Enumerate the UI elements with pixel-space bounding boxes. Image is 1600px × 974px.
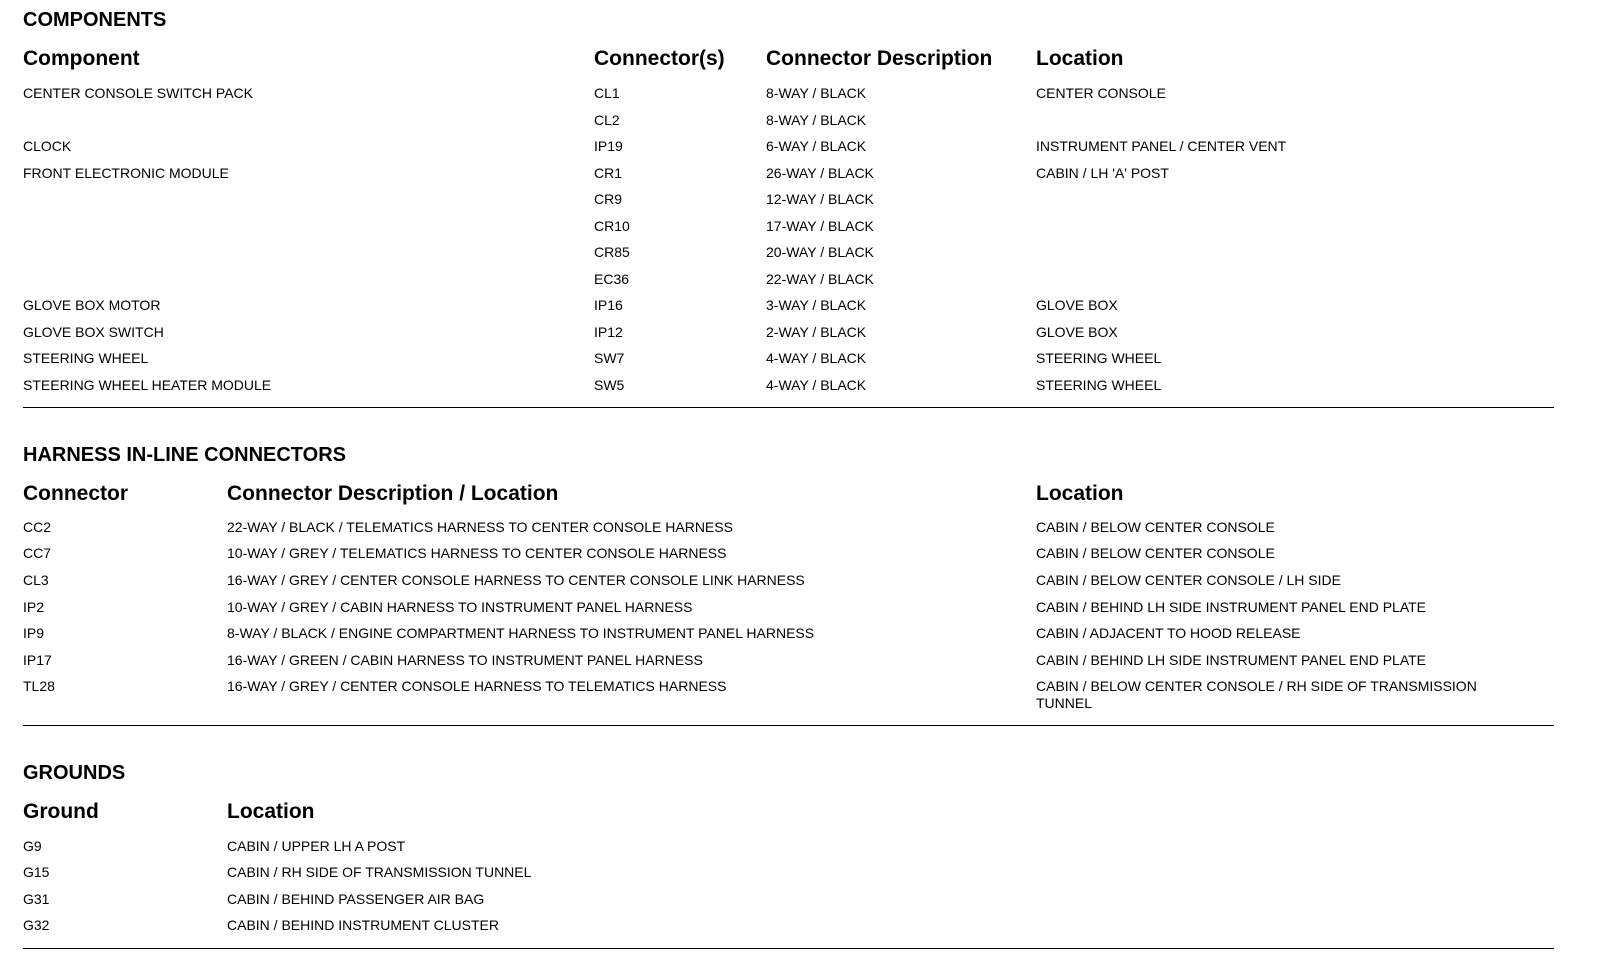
connector-id: CC2 [23,519,52,535]
component-name: GLOVE BOX MOTOR [23,297,161,313]
connector-location: CABIN / ADJACENT TO HOOD RELEASE [1036,625,1301,641]
connector-description: 2-WAY / BLACK [766,324,867,340]
connector-id: TL28 [23,678,55,694]
connector-description: 10-WAY / GREY / TELEMATICS HARNESS TO CENTER CONSOLE HARNESS [227,545,727,561]
section-divider [23,948,1554,949]
section-divider [23,407,1554,408]
ground-location: CABIN / UPPER LH A POST [227,838,406,854]
connector-id: SW5 [594,377,625,393]
connector-description: 16-WAY / GREEN / CABIN HARNESS TO INSTRUMENT PANEL HARNESS [227,652,703,668]
component-name: GLOVE BOX SWITCH [23,324,164,340]
connector-id: IP17 [23,652,52,668]
ground-location: CABIN / BEHIND PASSENGER AIR BAG [227,891,485,907]
connector-id: IP12 [594,324,623,340]
connector-description: 8-WAY / BLACK / ENGINE COMPARTMENT HARNESS TO INSTRUMENT PANEL HARNESS [227,625,815,641]
components-header-description: Connector Description [766,47,993,70]
connector-id: CC7 [23,545,52,561]
connector-id: CR10 [594,218,630,234]
component-location: STEERING WHEEL [1036,377,1162,393]
connector-id: CL1 [594,85,620,101]
connector-description: 22-WAY / BLACK / TELEMATICS HARNESS TO CENTER CONSOLE HARNESS [227,519,733,535]
harness-header-connector: Connector [23,482,128,505]
connector-description: 16-WAY / GREY / CENTER CONSOLE HARNESS TO TELEMATICS HARNESS [227,678,727,694]
connector-description: 10-WAY / GREY / CABIN HARNESS TO INSTRUMENT PANEL HARNESS [227,599,693,615]
connector-description: 8-WAY / BLACK [766,112,867,128]
connector-id: IP16 [594,297,623,313]
connector-id: CR9 [594,191,623,207]
component-location: CABIN / LH 'A' POST [1036,165,1169,181]
section-divider [23,725,1554,726]
connector-id: CR1 [594,165,623,181]
connector-id: IP9 [23,625,45,641]
connector-description: 8-WAY / BLACK [766,85,867,101]
connector-id: CL3 [23,572,49,588]
connector-description: 16-WAY / GREY / CENTER CONSOLE HARNESS TO CENTER CONSOLE LINK HARNESS [227,572,805,588]
connector-location: CABIN / BEHIND LH SIDE INSTRUMENT PANEL END PLATE [1036,652,1427,668]
connector-location: CABIN / BELOW CENTER CONSOLE [1036,519,1275,535]
components-header-connectors: Connector(s) [594,47,725,70]
harness-header-description: Connector Description / Location [227,482,559,505]
harness-section-title: HARNESS IN-LINE CONNECTORS [23,444,346,466]
connector-description: 22-WAY / BLACK [766,271,874,287]
component-location: CENTER CONSOLE [1036,85,1166,101]
connector-id: CL2 [594,112,620,128]
connector-description: 17-WAY / BLACK [766,218,874,234]
ground-id: G15 [23,864,50,880]
component-name: CLOCK [23,138,72,154]
connector-description: 20-WAY / BLACK [766,244,874,260]
component-location: STEERING WHEEL [1036,350,1162,366]
grounds-header-ground: Ground [23,800,99,823]
grounds-header-location: Location [227,800,315,823]
harness-header-location: Location [1036,482,1124,505]
component-name: CENTER CONSOLE SWITCH PACK [23,85,253,101]
connector-location: CABIN / BELOW CENTER CONSOLE / RH SIDE OF TRANSMISSION TUNNEL [1036,678,1477,711]
ground-id: G9 [23,838,42,854]
connector-id: IP19 [594,138,623,154]
grounds-section-title: GROUNDS [23,762,126,784]
connector-description: 4-WAY / BLACK [766,377,867,393]
connector-description: 12-WAY / BLACK [766,191,874,207]
ground-id: G32 [23,917,50,933]
connector-description: 3-WAY / BLACK [766,297,867,313]
component-name: STEERING WHEEL [23,350,149,366]
connector-id: CR85 [594,244,630,260]
components-header-component: Component [23,47,140,70]
ground-location: CABIN / BEHIND INSTRUMENT CLUSTER [227,917,499,933]
connector-id: IP2 [23,599,45,615]
ground-location: CABIN / RH SIDE OF TRANSMISSION TUNNEL [227,864,532,880]
connector-description: 26-WAY / BLACK [766,165,874,181]
component-location: INSTRUMENT PANEL / CENTER VENT [1036,138,1287,154]
components-header-location: Location [1036,47,1124,70]
connector-location: CABIN / BELOW CENTER CONSOLE / LH SIDE [1036,572,1341,588]
ground-id: G31 [23,891,50,907]
connector-description: 4-WAY / BLACK [766,350,867,366]
connector-description: 6-WAY / BLACK [766,138,867,154]
connector-id: EC36 [594,271,630,287]
component-name: STEERING WHEEL HEATER MODULE [23,377,272,393]
component-location: GLOVE BOX [1036,324,1118,340]
component-location: GLOVE BOX [1036,297,1118,313]
components-section-title: COMPONENTS [23,9,167,31]
component-name: FRONT ELECTRONIC MODULE [23,165,229,181]
connector-location: CABIN / BEHIND LH SIDE INSTRUMENT PANEL END PLATE [1036,599,1427,615]
connector-id: SW7 [594,350,625,366]
connector-location: CABIN / BELOW CENTER CONSOLE [1036,545,1275,561]
